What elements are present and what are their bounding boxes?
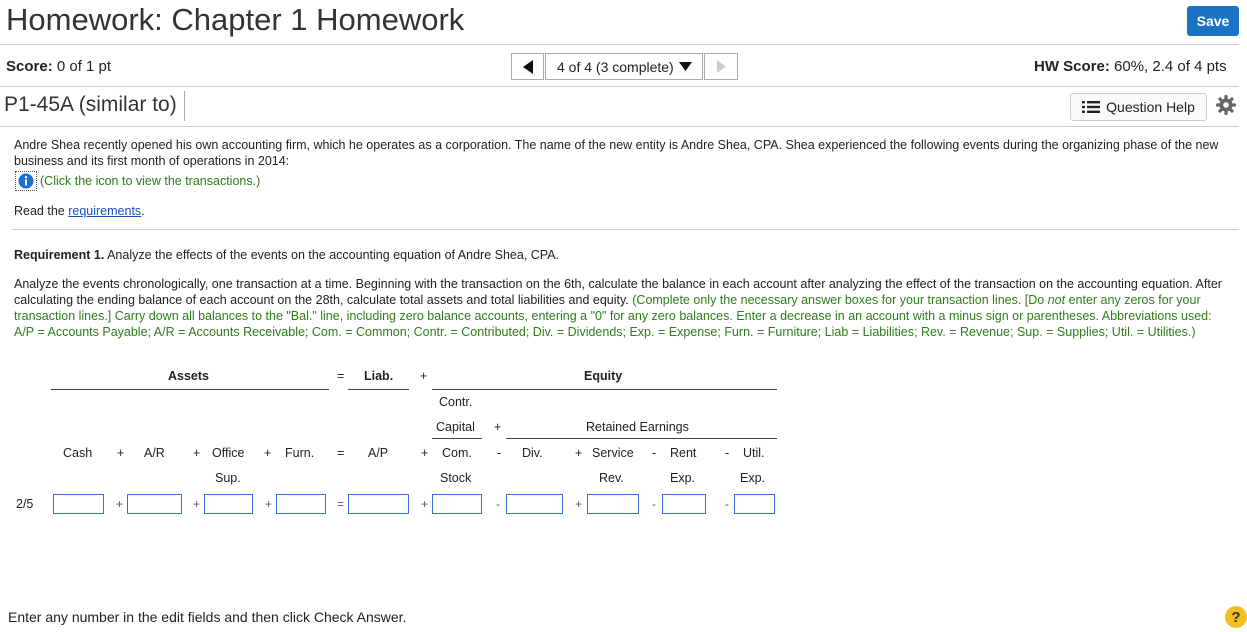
assets-underline (51, 389, 329, 390)
read-prefix: Read the (14, 204, 69, 218)
footer-instructions: Enter any number in the edit fields and then click Check Answer. (8, 609, 407, 625)
help-icon[interactable]: ? (1225, 606, 1247, 628)
col-cash: Cash (63, 446, 93, 460)
status-divider (0, 86, 1239, 87)
header-contr: Contr. (439, 395, 473, 409)
row-op: + (421, 497, 429, 511)
content-divider (12, 229, 1239, 230)
save-button[interactable]: Save (1187, 6, 1239, 36)
header-plus: + (420, 369, 428, 383)
triangle-right-icon (717, 60, 726, 73)
liab-underline (348, 389, 409, 390)
question-divider (0, 126, 1239, 127)
header-capital: Capital (436, 420, 475, 434)
col-op: + (421, 446, 429, 460)
col-ap: A/P (368, 446, 389, 460)
office-sup-input[interactable] (204, 494, 253, 514)
header-liab: Liab. (364, 369, 394, 383)
previous-question-button[interactable] (511, 53, 544, 80)
row-op: - (652, 497, 656, 511)
question-help-label: Question Help (1106, 99, 1195, 115)
question-help-button[interactable] (1070, 93, 1207, 121)
click-icon-text[interactable]: (Click the icon to view the transactions.) (40, 174, 261, 188)
read-suffix: . (141, 204, 145, 218)
question-selector[interactable] (545, 53, 703, 80)
col-util-line2: Exp. (740, 471, 766, 485)
col-op: + (117, 446, 125, 460)
list-icon (1082, 100, 1100, 114)
rent-exp-input[interactable] (662, 494, 706, 514)
row-op: + (575, 497, 583, 511)
header-assets: Assets (168, 369, 209, 383)
col-op: + (575, 446, 583, 460)
furn-input[interactable] (276, 494, 326, 514)
retained-underline (506, 438, 777, 439)
read-requirements (14, 203, 1229, 219)
row-op: - (725, 497, 729, 511)
col-furn: Furn. (285, 446, 315, 460)
triangle-left-icon (523, 60, 533, 74)
instructions-text: Analyze the events chronologically, one transaction at a time. Beginning with the transaction on the 6th, calculate the balance in each account after analyzing the effect of the transaction on the accounting equation. After calculating the ending balance of each account on the 28th, calculate total assets and total liabilities and equity. (14, 277, 1222, 307)
intro-text: Andre Shea recently opened his own accounting firm, which he operates as a corporation. The name of the new entity is Andre Shea, CPA. Shea experienced the following events during the organizing phase of the new business and its first month of operations in 2014: (14, 138, 1219, 168)
row-op: = (337, 497, 345, 511)
col-op: + (193, 446, 201, 460)
question-title: P1-45A (similar to) (4, 93, 177, 116)
col-service: Service (592, 446, 634, 460)
req1-text: Analyze the effects of the events on the accounting equation of Andre Shea, CPA. (104, 248, 560, 262)
col-office-line2: Sup. (215, 471, 241, 485)
ap-input[interactable] (348, 494, 409, 514)
col-com: Com. (442, 446, 472, 460)
gear-icon[interactable] (1216, 95, 1236, 120)
req1-label: Requirement 1. (14, 248, 105, 262)
util-exp-input[interactable] (734, 494, 775, 514)
col-util: Util. (743, 446, 765, 460)
header-equity: Equity (584, 369, 623, 383)
equity-underline (432, 389, 777, 390)
requirement-1 (14, 247, 1229, 263)
col-op: + (264, 446, 272, 460)
header-capital-plus: + (494, 420, 502, 434)
score (6, 58, 111, 75)
div-input[interactable] (506, 494, 563, 514)
col-com-line2: Stock (440, 471, 472, 485)
col-op: = (337, 446, 345, 460)
caret-down-icon (679, 62, 692, 71)
service-rev-input[interactable] (587, 494, 639, 514)
header-divider (0, 44, 1239, 45)
title-separator (184, 91, 185, 121)
row-op: + (265, 497, 273, 511)
row-op: + (193, 497, 201, 511)
col-rent: Rent (670, 446, 697, 460)
row-date: 2/5 (16, 497, 34, 511)
header-retained-earnings: Retained Earnings (586, 420, 689, 434)
col-div: Div. (522, 446, 543, 460)
ar-input[interactable] (127, 494, 182, 514)
col-op: - (497, 446, 502, 460)
hw-score (1034, 58, 1227, 75)
cash-input[interactable] (53, 494, 104, 514)
score-value: 0 of 1 pt (56, 58, 112, 75)
row-op: - (496, 497, 500, 511)
info-icon[interactable] (15, 171, 37, 191)
row-op: + (116, 497, 124, 511)
instructions-green-not: not (1047, 293, 1066, 307)
instructions (14, 276, 1229, 340)
col-op: - (652, 446, 657, 460)
col-ar: A/R (144, 446, 165, 460)
com-stock-input[interactable] (432, 494, 482, 514)
hw-score-value: 60%, 2.4 of 4 pts (1114, 58, 1227, 75)
hw-score-label: HW Score: (1034, 58, 1110, 75)
score-label: Score: (6, 58, 53, 75)
capital-underline (432, 438, 482, 439)
page-title: Homework: Chapter 1 Homework (6, 2, 465, 37)
col-rent-line2: Exp. (670, 471, 696, 485)
next-question-button[interactable] (704, 53, 738, 80)
col-office: Office (212, 446, 245, 460)
requirements-link[interactable]: requirements (68, 204, 142, 218)
col-op: - (725, 446, 730, 460)
instructions-green-2: enter any zeros for your transaction lines.] Carry down all balances to the "Bal." line, including zero balance accounts, entering a "0" for any zero balances. Enter a decrease in an account with a minus sign or parentheses. Abbreviations used: A/P = Accounts Payable; A/R = Accounts Receivable; Com. = Common; Contr. = Contributed; Div. = Dividends; Exp. = Expense; Furn. = Furniture; Liab = Liabilities; Rev. = Revenue; Sup. = Supplies; Util. = Utilities.) (14, 293, 1212, 339)
header-equals: = (337, 369, 345, 383)
question-selector-label: 4 of 4 (3 complete) (557, 58, 674, 75)
col-service-line2: Rev. (599, 471, 624, 485)
instructions-green-1: (Complete only the necessary answer boxes for your transaction lines. [Do (632, 293, 1048, 307)
